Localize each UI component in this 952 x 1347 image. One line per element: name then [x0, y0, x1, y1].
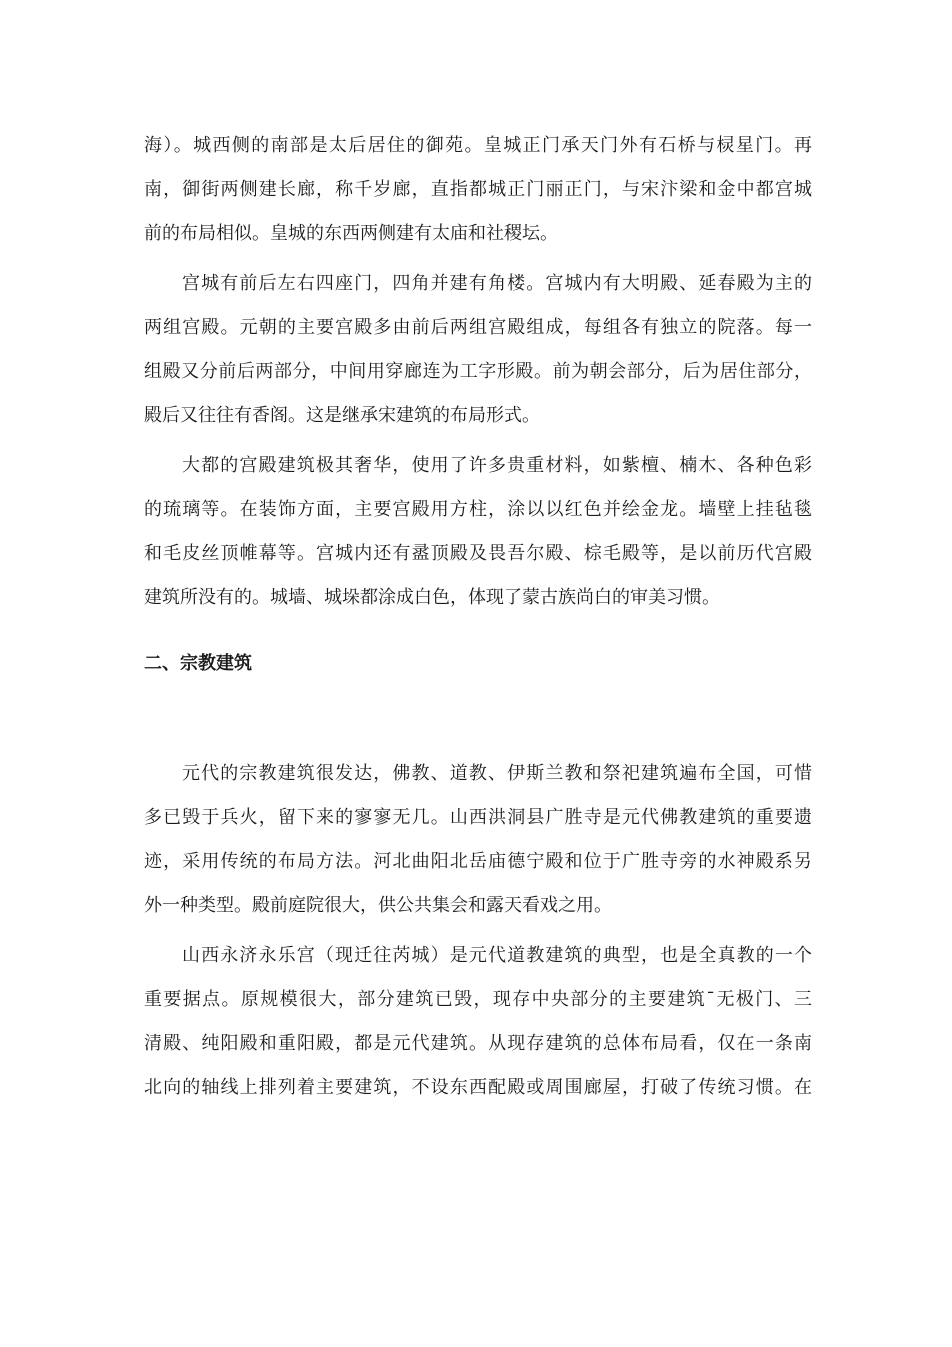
section-heading: 二、宗教建筑	[144, 653, 252, 674]
text-line: 山西永济永乐宫（现迁往芮城）是元代道教建筑的典型，也是全真教的一个	[182, 945, 812, 966]
paragraph	[144, 934, 812, 1110]
text-line: 和毛皮丝顶帷幕等。宫城内还有盝顶殿及畏吾尔殿、棕毛殿等，是以前历代宫殿	[144, 543, 812, 564]
paragraph	[144, 262, 812, 438]
paragraph	[144, 752, 812, 928]
text-line: 建筑所没有的。城墙、城垛都涂成白色，体现了蒙古族尚白的审美习惯。	[144, 587, 720, 608]
paragraph	[144, 444, 812, 620]
text-line: 两组宫殿。元朝的主要宫殿多由前后两组宫殿组成，每组各有独立的院落。每一	[144, 317, 812, 338]
text-line: 前的布局相似。皇城的东西两侧建有太庙和社稷坛。	[144, 223, 558, 244]
document-page	[144, 124, 812, 1110]
text-line: 清殿、纯阳殿和重阳殿，都是元代建筑。从现存建筑的总体布局看，仅在一条南	[144, 1033, 812, 1054]
text-line: 南，御街两侧建长廊，称千岁廊，直指都城正门丽正门，与宋汴梁和金中都宫城	[144, 179, 812, 200]
text-line: 殿后又往往有香阁。这是继承宋建筑的布局形式。	[144, 405, 540, 426]
text-line: 迹，采用传统的布局方法。河北曲阳北岳庙德宁殿和位于广胜寺旁的水神殿系另	[144, 851, 812, 872]
text-line: 组殿又分前后两部分，中间用穿廊连为工字形殿。前为朝会部分，后为居住部分，	[144, 361, 812, 382]
text-line: 的琉璃等。在装饰方面，主要宫殿用方柱，涂以以红色并绘金龙。墙壁上挂毡毯	[144, 499, 812, 520]
text-line: 多已毁于兵火，留下来的寥寥无几。山西洪洞县广胜寺是元代佛教建筑的重要遗	[144, 807, 812, 828]
text-line: 宫城有前后左右四座门，四角并建有角楼。宫城内有大明殿、延春殿为主的	[182, 273, 812, 294]
text-line: 重要据点。原规模很大，部分建筑已毁，现存中央部分的主要建筑¯无极门、三	[144, 989, 812, 1010]
text-line: 海）。城西侧的南部是太后居住的御苑。皇城正门承天门外有石桥与棂星门。再	[144, 135, 812, 156]
text-line: 大都的宫殿建筑极其奢华，使用了许多贵重材料，如紫檀、楠木、各种色彩	[182, 455, 812, 476]
text-line: 外一种类型。殿前庭院很大，供公共集会和露天看戏之用。	[144, 895, 612, 916]
text-line: 元代的宗教建筑很发达，佛教、道教、伊斯兰教和祭祀建筑遍布全国，可惜	[182, 763, 812, 784]
paragraph	[144, 124, 812, 256]
text-line: 北向的轴线上排列着主要建筑，不设东西配殿或周围廊屋，打破了传统习惯。在	[144, 1077, 812, 1098]
